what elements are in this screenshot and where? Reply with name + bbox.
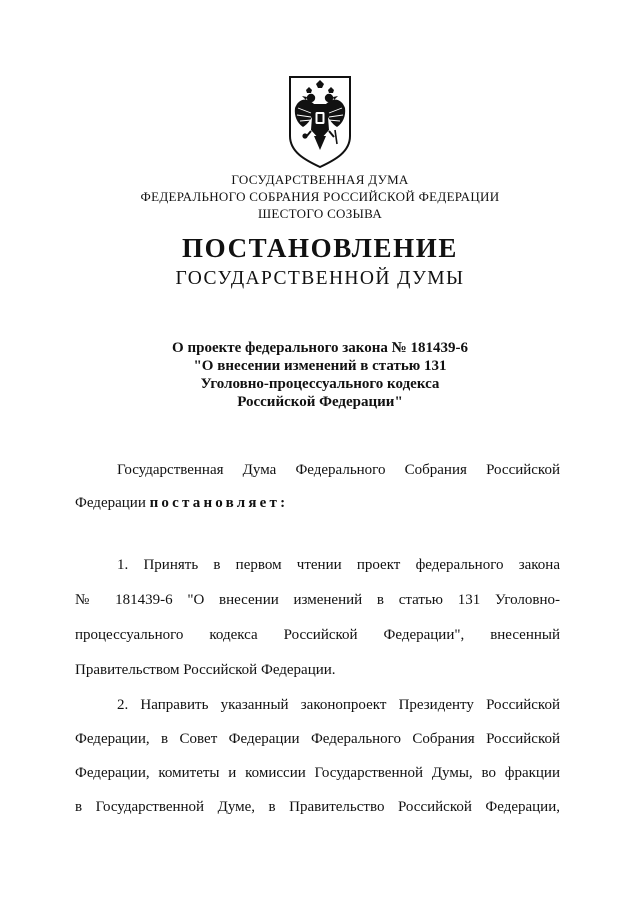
document-title: ПОСТАНОВЛЕНИЕ bbox=[182, 233, 458, 263]
item-1-line-4: Правительством Российской Федерации. bbox=[75, 662, 336, 678]
document-subtitle: ГОСУДАРСТВЕННОЙ ДУМЫ bbox=[175, 268, 465, 289]
item-1-line-2: № 181439-6 "О внесении изменений в статью 131 Уголовно- bbox=[75, 592, 560, 608]
preamble-line-2 bbox=[75, 495, 560, 512]
resolution-verb: постановляет: bbox=[149, 495, 289, 511]
coat-of-arms-emblem bbox=[287, 74, 353, 169]
subject-line-4: Российской Федерации" bbox=[237, 394, 403, 410]
item-2-line-2: Федерации, в Совет Федерации Федерального Собрания Российской bbox=[75, 731, 560, 747]
item-1-line-3: процессуального кодекса Российской Федерации", внесенный bbox=[75, 627, 560, 643]
double-headed-eagle-icon bbox=[287, 74, 353, 169]
convocation-line: ШЕСТОГО СОЗЫВА bbox=[257, 206, 383, 221]
item-1-line-1: 1. Принять в первом чтении проект федерального закона bbox=[117, 557, 560, 573]
preamble-line-1: Государственная Дума Федерального Собрания Российской bbox=[117, 462, 560, 478]
item-2-line-4: в Государственной Думе, в Правительство Российской Федерации, bbox=[75, 799, 560, 815]
subject-line-1: О проекте федерального закона № 181439-6 bbox=[172, 340, 468, 356]
parliament-name-line: ФЕДЕРАЛЬНОГО СОБРАНИЯ РОССИЙСКОЙ ФЕДЕРАЦИИ bbox=[140, 189, 500, 204]
item-2-line-1: 2. Направить указанный законопроект Президенту Российской bbox=[117, 697, 560, 713]
duma-name-line: ГОСУДАРСТВЕННАЯ ДУМА bbox=[231, 172, 409, 187]
item-2-line-3: Федерации, комитеты и комиссии Государственной Думы, во фракции bbox=[75, 765, 560, 781]
subject-line-2: "О внесении изменений в статью 131 bbox=[193, 358, 447, 374]
preamble-subject: Федерации bbox=[75, 495, 146, 511]
subject-line-3: Уголовно-процессуального кодекса bbox=[200, 376, 440, 392]
